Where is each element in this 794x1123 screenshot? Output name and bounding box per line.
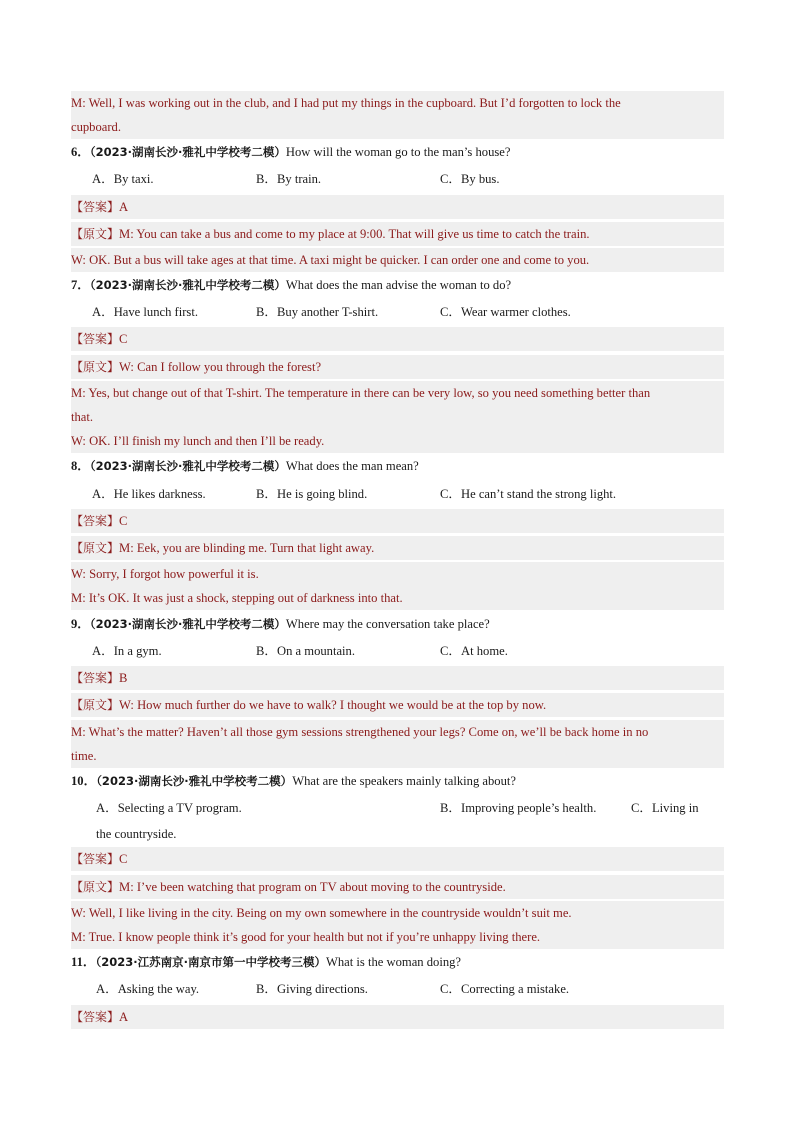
transcript-line: cupboard. xyxy=(71,115,724,139)
question-source: （2023·湖南长沙·雅礼中学校考二模） xyxy=(89,278,286,292)
option-a: A．Have lunch first. xyxy=(92,305,198,319)
question-source: （2023·湖南长沙·雅礼中学校考二模） xyxy=(89,617,286,631)
question-9 xyxy=(71,612,724,636)
transcript-line: that. xyxy=(71,405,724,429)
question-number: 6． xyxy=(71,145,90,159)
transcript-text: M: You can take a bus and come to my place at 9:00. That will give us time to catch the train. xyxy=(119,227,590,241)
question-text: How will the woman go to the man’s house? xyxy=(285,145,511,159)
option-c: C．At home. xyxy=(440,644,508,658)
answer-value: B xyxy=(119,671,128,685)
question-8 xyxy=(71,454,724,478)
option-b: B．Buy another T-shirt. xyxy=(256,305,379,319)
question-number: 9． xyxy=(71,617,90,631)
original-tag: 【原文】 xyxy=(71,360,120,374)
option-c: C．Wear warmer clothes. xyxy=(440,305,571,319)
option-a: A．He likes darkness. xyxy=(92,487,206,501)
answer-value: A xyxy=(119,200,129,214)
option-a: A．Asking the way. xyxy=(96,982,200,996)
question-source: （2023·江苏南京·南京市第一中学校考三模） xyxy=(95,955,326,969)
answer-line xyxy=(71,666,724,690)
question-6 xyxy=(71,140,724,164)
transcript-line xyxy=(71,693,724,717)
option-c: C．By bus. xyxy=(440,172,500,186)
question-number: 7． xyxy=(71,278,90,292)
transcript-line xyxy=(71,222,724,246)
answer-line xyxy=(71,847,724,871)
answer-value: A xyxy=(119,1010,129,1024)
question-text: What does the man advise the woman to do? xyxy=(285,278,512,292)
question-text: What does the man mean? xyxy=(285,459,419,473)
option-c: C．He can’t stand the strong light. xyxy=(440,487,617,501)
original-tag: 【原文】 xyxy=(71,541,120,555)
question-11 xyxy=(71,950,724,974)
answer-value: C xyxy=(119,514,128,528)
answer-line xyxy=(71,195,724,219)
option-c: C．Living in xyxy=(631,801,699,815)
question-text: Where may the conversation take place? xyxy=(285,617,490,631)
answer-line xyxy=(71,1005,724,1029)
answer-tag: 【答案】 xyxy=(71,852,120,866)
transcript-line: M: Well, I was working out in the club, and I had put my things in the cupboard. But I’d forgotten to lock the xyxy=(71,91,724,115)
answer-value: C xyxy=(119,332,128,346)
transcript-line: M: What’s the matter? Haven’t all those gym sessions strengthened your legs? Come on, we’ll be back home in no xyxy=(71,720,724,744)
original-tag: 【原文】 xyxy=(71,227,120,241)
transcript-line: W: OK. I’ll finish my lunch and then I’ll be ready. xyxy=(71,429,724,453)
option-b: B．Giving directions. xyxy=(256,982,368,996)
question-text: What are the speakers mainly talking about? xyxy=(292,774,516,788)
answer-line xyxy=(71,509,724,533)
option-b: B．By train. xyxy=(256,172,322,186)
transcript-text: W: How much further do we have to walk? I thought we would be at the top by now. xyxy=(119,698,547,712)
option-b: B．He is going blind. xyxy=(256,487,368,501)
transcript-line xyxy=(71,536,724,560)
option-a: A．Selecting a TV program. xyxy=(96,801,242,815)
question-7 xyxy=(71,273,724,297)
original-tag: 【原文】 xyxy=(71,880,120,894)
transcript-text: M: Eek, you are blinding me. Turn that light away. xyxy=(119,541,375,555)
transcript-line: M: True. I know people think it’s good for your health but not if you’re unhappy living there. xyxy=(71,925,724,949)
option-a: A．In a gym. xyxy=(92,644,162,658)
option-c-continued: the countryside. xyxy=(96,827,177,841)
question-number: 11． xyxy=(71,955,96,969)
transcript-text: W: Can I follow you through the forest? xyxy=(119,360,322,374)
answer-tag: 【答案】 xyxy=(71,671,120,685)
option-a: A．By taxi. xyxy=(92,172,154,186)
transcript-line: W: Well, I like living in the city. Being on my own somewhere in the countryside wouldn’t suit me. xyxy=(71,901,724,925)
question-number: 10． xyxy=(71,774,97,788)
answer-tag: 【答案】 xyxy=(71,1010,120,1024)
transcript-line: W: OK. But a bus will take ages at that time. A taxi might be quicker. I can order one and come to you. xyxy=(71,248,724,272)
question-text: What is the woman doing? xyxy=(326,955,462,969)
answer-value: C xyxy=(119,852,128,866)
transcript-line xyxy=(71,355,724,379)
transcript-line: M: It’s OK. It was just a shock, stepping out of darkness into that. xyxy=(71,586,724,610)
question-source: （2023·湖南长沙·雅礼中学校考二模） xyxy=(96,774,293,788)
question-number: 8． xyxy=(71,459,90,473)
question-source: （2023·湖南长沙·雅礼中学校考二模） xyxy=(89,459,286,473)
transcript-line: M: Yes, but change out of that T-shirt. The temperature in there can be very low, so you need something better than xyxy=(71,381,724,405)
transcript-line xyxy=(71,875,724,899)
transcript-line: time. xyxy=(71,744,724,768)
answer-line xyxy=(71,327,724,351)
answer-tag: 【答案】 xyxy=(71,514,120,528)
transcript-line: W: Sorry, I forgot how powerful it is. xyxy=(71,562,724,586)
original-tag: 【原文】 xyxy=(71,698,120,712)
transcript-text: M: I’ve been watching that program on TV about moving to the countryside. xyxy=(119,880,506,894)
option-b: B．On a mountain. xyxy=(256,644,355,658)
answer-tag: 【答案】 xyxy=(71,332,120,346)
answer-tag: 【答案】 xyxy=(71,200,120,214)
question-source: （2023·湖南长沙·雅礼中学校考二模） xyxy=(89,145,286,159)
question-10 xyxy=(71,769,724,793)
option-b: B．Improving people’s health. xyxy=(440,801,597,815)
option-c: C．Correcting a mistake. xyxy=(440,982,570,996)
